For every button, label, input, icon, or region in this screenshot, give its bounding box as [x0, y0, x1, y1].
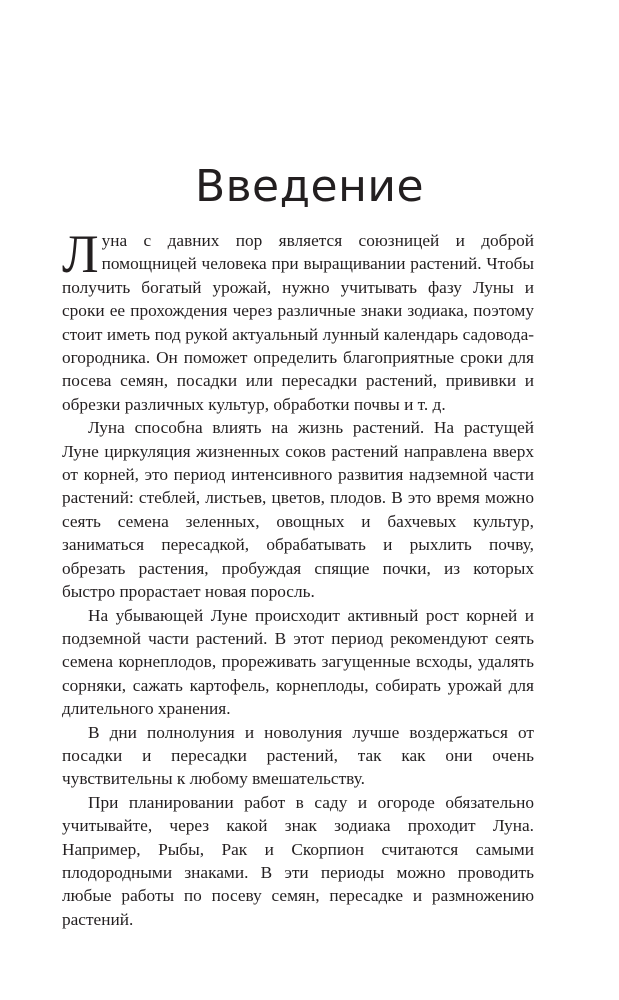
paragraph-1 [62, 224, 534, 416]
paragraph-1-text: уна с давних пор является союзницей и доброй помощницей человека при выращивании растений. Чтобы получить богатый урожай, нужно учитывать фазу Луны и сроки ее прохождения через различные знаки зодиака, поэтому стоит иметь под рукой актуальный лунный календарь садовода-огородника. Он поможет определить благоприятные сроки для посева семян, посадки или пересадки растений, прививки и обрезки различных культур, обработки почвы и т. д. [62, 231, 534, 414]
paragraph-2: Луна способна влиять на жизнь растений. На растущей Луне циркуляция жизненных соков растений направлена вверх от корней, это период интенсивного развития надземной части растений: стеблей, листьев, цветов, плодов. В это время можно сеять семена зеленных, овощных и бахчевых культур, заниматься пересадкой, обрабатывать и рыхлить почву, обрезать растения, пробуждая спящие почки, из которых быстро прорастает новая поросль. [62, 418, 534, 602]
drop-cap: Л [62, 224, 99, 284]
page-title: Введение [194, 161, 425, 213]
paragraph-4: В дни полнолуния и новолуния лучше воздержаться от посадки и пересадки растений, так как они очень чувствительны к любому вмешательству. [62, 722, 534, 789]
paragraph-5: При планировании работ в саду и огороде обязательно учитывайте, через какой знак зодиака проходит Луна. Например, Рыбы, Рак и Скорпион считаются самыми плодородными знаками. В эти периоды можно проводить любые работы по посеву семян, пересадке и размножению растений. [62, 792, 534, 929]
body-text [62, 224, 534, 931]
paragraph-3: На убывающей Луне происходит активный рост корней и подземной части растений. В этот период рекомендуют сеять семена корнеплодов, прореживать загущенные всходы, удалять сорняки, сажать картофель, корнеплоды, собирать урожай для длительного хранения. [62, 605, 534, 719]
